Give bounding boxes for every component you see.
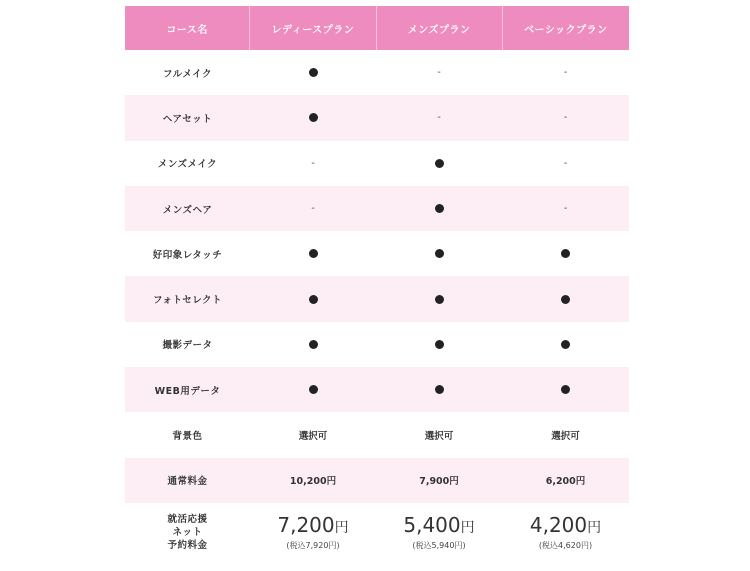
included-dot-icon [309, 113, 318, 122]
table-row [125, 458, 629, 503]
included-dot-icon [309, 340, 318, 349]
included-dot-icon [561, 385, 570, 394]
row-label: メンズメイク [157, 159, 218, 171]
value-cell [502, 458, 629, 503]
table-row [125, 276, 629, 321]
included-cell [250, 95, 376, 140]
included-dot-icon [309, 68, 318, 77]
included-dot-icon [435, 249, 444, 258]
not-included-dash: - [311, 203, 315, 215]
price-tax-note: (税込7,920円) [286, 541, 340, 551]
included-cell [250, 231, 376, 276]
price-amount: 5,400 [403, 513, 461, 538]
not-included-dash: - [563, 157, 568, 169]
cell-value: 10,200円 [289, 476, 337, 488]
included-dot-icon [435, 159, 444, 168]
included-dot-icon [309, 385, 318, 394]
included-cell [250, 276, 376, 321]
row-label: 好印象レタッチ [152, 249, 223, 261]
price-tax-note: (税込4,620円) [538, 541, 593, 551]
cell-value: 選択可 [298, 431, 328, 443]
value-cell [376, 412, 502, 457]
table-row [125, 141, 629, 186]
not-included-cell [376, 50, 502, 95]
included-dot-icon [561, 295, 570, 304]
price-mens [376, 503, 502, 563]
row-label: フルメイク [163, 68, 212, 80]
table-row [125, 412, 629, 457]
included-cell [250, 367, 376, 412]
header-basic-plan: ベーシックプラン [502, 6, 629, 50]
price-tax-note: (税込5,940円) [412, 541, 466, 551]
not-included-dash: - [563, 67, 568, 79]
not-included-cell [250, 141, 376, 186]
cell-value: 7,900円 [419, 476, 459, 488]
table-row [125, 186, 629, 231]
value-cell [250, 412, 376, 457]
included-cell [376, 186, 502, 231]
value-cell [502, 412, 629, 457]
included-dot-icon [435, 204, 444, 213]
price-label-line: ネット [172, 527, 203, 539]
included-cell [376, 322, 502, 367]
included-dot-icon [561, 249, 570, 258]
table-row [125, 95, 629, 140]
price-amount: 4,200 [529, 513, 588, 538]
cell-value: 選択可 [551, 431, 580, 443]
not-included-dash: - [563, 112, 568, 124]
not-included-dash: - [563, 203, 568, 215]
included-cell [502, 231, 629, 276]
price-unit: 円 [334, 520, 349, 537]
included-dot-icon [309, 295, 318, 304]
table-row [125, 322, 629, 367]
row-label [125, 503, 250, 563]
price-basic [502, 503, 629, 563]
included-cell [376, 276, 502, 321]
header-ladies-plan: レディースプラン [249, 6, 375, 50]
included-cell [376, 231, 502, 276]
included-cell [502, 276, 629, 321]
included-cell [502, 367, 629, 412]
price-unit: 円 [460, 520, 475, 537]
included-dot-icon [435, 295, 444, 304]
header-mens-plan: メンズプラン [376, 6, 502, 50]
table-row [125, 231, 629, 276]
included-cell [502, 322, 629, 367]
included-cell [250, 322, 376, 367]
cell-value: 6,200円 [545, 476, 586, 488]
included-dot-icon [435, 385, 444, 394]
table-row-net-price [125, 503, 629, 563]
included-cell [376, 141, 502, 186]
included-cell [376, 367, 502, 412]
price-amount: 7,200 [277, 513, 335, 538]
row-label: 撮影データ [162, 340, 213, 352]
not-included-cell [502, 141, 629, 186]
row-label: メンズヘア [162, 204, 213, 216]
not-included-cell [502, 95, 629, 140]
not-included-cell [502, 186, 629, 231]
value-cell [376, 458, 502, 503]
cell-value: 選択可 [424, 431, 454, 443]
row-label: ヘアセット [162, 113, 213, 125]
row-label: 背景色 [172, 431, 203, 443]
price-ladies [250, 503, 376, 563]
included-dot-icon [309, 249, 318, 258]
included-dot-icon [435, 340, 444, 349]
table-row [125, 50, 629, 95]
table-header-row [125, 6, 629, 50]
table-row [125, 367, 629, 412]
price-label-line: 就活応援 [167, 514, 208, 526]
value-cell [250, 458, 376, 503]
not-included-dash: - [437, 67, 441, 79]
table-body [125, 50, 629, 503]
not-included-dash: - [311, 157, 315, 169]
not-included-cell [502, 50, 629, 95]
price-label-line: 予約料金 [167, 540, 208, 552]
row-label: フォトセレクト [152, 295, 223, 307]
included-cell [250, 50, 376, 95]
not-included-dash: - [437, 112, 441, 124]
row-label: WEB用データ [154, 385, 221, 397]
not-included-cell [376, 95, 502, 140]
row-label: 通常料金 [167, 476, 208, 488]
included-dot-icon [561, 340, 570, 349]
price-unit: 円 [587, 520, 602, 537]
header-course-name: コース名 [166, 24, 208, 36]
plan-comparison-table [125, 6, 629, 563]
not-included-cell [250, 186, 376, 231]
